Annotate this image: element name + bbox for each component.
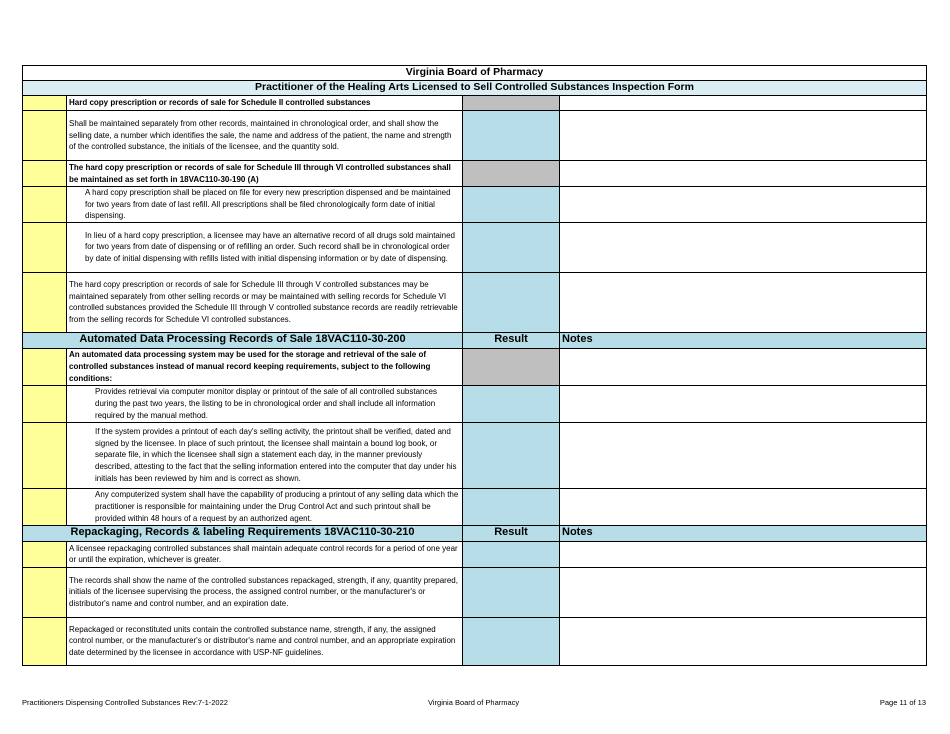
notes-cell[interactable] — [560, 96, 927, 111]
requirement-text: A hard copy prescription shall be placed on file for every new prescription dispensed and be maintained for two years from date of last refill. All prescriptions shall be filed chronologically form date of initial dispensing. — [67, 187, 463, 223]
check-cell[interactable] — [23, 567, 67, 617]
check-cell[interactable] — [23, 488, 67, 525]
notes-cell[interactable] — [560, 422, 927, 488]
notes-cell[interactable] — [560, 222, 927, 272]
requirement-text: Repackaged or reconstituted units contain the controlled substance name, strength, if any, the assigned control number, or the manufacturer's or distributor's name and control number, and an appropriate expiration date determined by the licensee in accordance with USP-NF guidelines. — [67, 617, 463, 665]
requirement-text: A licensee repackaging controlled substances shall maintain adequate control records for a period of one year or until the expiration, whichever is greater. — [67, 541, 463, 567]
result-cell[interactable] — [463, 111, 560, 161]
notes-cell[interactable] — [560, 272, 927, 332]
notes-cell[interactable] — [560, 541, 927, 567]
check-cell[interactable] — [23, 161, 67, 187]
result-cell-disabled — [463, 161, 560, 187]
requirement-heading: The hard copy prescription or records of sale for Schedule III through VI controlled substances shall be maintained as set forth in 18VAC110-30-190 (A) — [67, 161, 463, 187]
table-row — [23, 222, 927, 272]
section-title: Repackaging, Records & labeling Requirements 18VAC110-30-210 — [23, 525, 463, 541]
result-cell[interactable] — [463, 222, 560, 272]
notes-cell[interactable] — [560, 385, 927, 422]
notes-cell[interactable] — [560, 187, 927, 223]
result-cell[interactable] — [463, 567, 560, 617]
table-row — [23, 111, 927, 161]
requirement-text: The hard copy prescription or records of sale for Schedule III through V controlled substances may be maintained separately from other selling records or may be maintained with selling records for Schedule VI controlled substances provided the Schedule III through V controlled substance records are readily retrievable from the selling records for Schedule VI controlled substances. — [67, 272, 463, 332]
notes-cell[interactable] — [560, 348, 927, 385]
table-row — [23, 385, 927, 422]
org-title: Virginia Board of Pharmacy — [23, 66, 927, 81]
form-title-row — [23, 81, 927, 96]
table-row — [23, 187, 927, 223]
notes-cell[interactable] — [560, 617, 927, 665]
table-row — [23, 567, 927, 617]
table-row — [23, 272, 927, 332]
check-cell[interactable] — [23, 385, 67, 422]
requirement-text: If the system provides a printout of each day's selling activity, the printout shall be verified, dated and signed by the licensee. In place of such printout, the licensee shall maintain a bound log book, or separate file, in which the licensee shall sign a statement each day, in the manner previously described, attesting to the fact that the selling information entered into the computer that day under his initials has been reviewed by him and is correct as shown. — [67, 422, 463, 488]
result-cell[interactable] — [463, 272, 560, 332]
notes-cell[interactable] — [560, 161, 927, 187]
result-column-header: Result — [463, 332, 560, 348]
result-column-header: Result — [463, 525, 560, 541]
requirement-text: The records shall show the name of the controlled substances repackaged, strength, if any, quantity prepared, initials of the licensee supervising the process, the assigned control number, or the manufacturer's or distributor's name and control number, and an expiration date. — [67, 567, 463, 617]
result-cell[interactable] — [463, 617, 560, 665]
result-cell-disabled — [463, 348, 560, 385]
table-row — [23, 617, 927, 665]
requirement-text: Any computerized system shall have the capability of producing a printout of any selling data which the practitioner is responsible for maintaining under the Drug Control Act and such printout shall be provided within 48 hours of a request by an authorized agent. — [67, 488, 463, 525]
check-cell[interactable] — [23, 96, 67, 111]
result-cell[interactable] — [463, 541, 560, 567]
requirement-heading: Hard copy prescription or records of sale for Schedule II controlled substances — [67, 96, 463, 111]
notes-column-header: Notes — [560, 525, 927, 541]
check-cell[interactable] — [23, 617, 67, 665]
org-title-row — [23, 66, 927, 81]
table-row — [23, 541, 927, 567]
section-title: Automated Data Processing Records of Sale 18VAC110-30-200 — [23, 332, 463, 348]
section-header-automated-records — [23, 332, 927, 348]
check-cell[interactable] — [23, 541, 67, 567]
notes-column-header: Notes — [560, 332, 927, 348]
result-cell[interactable] — [463, 187, 560, 223]
check-cell[interactable] — [23, 422, 67, 488]
result-cell[interactable] — [463, 422, 560, 488]
footer-org: Virginia Board of Pharmacy — [428, 698, 520, 707]
check-cell[interactable] — [23, 111, 67, 161]
section-header-repackaging — [23, 525, 927, 541]
check-cell[interactable] — [23, 187, 67, 223]
notes-cell[interactable] — [560, 111, 927, 161]
check-cell[interactable] — [23, 272, 67, 332]
result-cell[interactable] — [463, 385, 560, 422]
table-row — [23, 348, 927, 385]
table-row — [23, 161, 927, 187]
table-row — [23, 488, 927, 525]
table-row — [23, 96, 927, 111]
notes-cell[interactable] — [560, 488, 927, 525]
requirement-text: In lieu of a hard copy prescription, a licensee may have an alternative record of all drugs sold maintained for two years from date of dispensing or of refilling an order. Such record shall be in chronological order by date of initial dispensing with refills listed with initial dispensing information or by date of dispensing. — [67, 222, 463, 272]
footer-revision: Practitioners Dispensing Controlled Substances Rev:7-1-2022 — [22, 698, 228, 707]
footer-page-number: Page 11 of 13 — [879, 698, 926, 707]
form-title: Practitioner of the Healing Arts Licensed to Sell Controlled Substances Inspection Form — [23, 81, 927, 96]
requirement-text: Shall be maintained separately from other records, maintained in chronological order, and shall show the selling date, a number which identifies the sale, the name and address of the patient, the name and strength of the controlled substance, the initials of the licensee, and the quantity sold. — [67, 111, 463, 161]
check-cell[interactable] — [23, 348, 67, 385]
requirement-heading: An automated data processing system may be used for the storage and retrieval of the sale of controlled substances instead of manual record keeping requirements, subject to the following conditions: — [67, 348, 463, 385]
check-cell[interactable] — [23, 222, 67, 272]
requirement-text: Provides retrieval via computer monitor display or printout of the sale of all controlled substances during the past two years, the listing to be in chronological order and shall include all information required by the manual method. — [67, 385, 463, 422]
result-cell-disabled — [463, 96, 560, 111]
table-row — [23, 422, 927, 488]
result-cell[interactable] — [463, 488, 560, 525]
notes-cell[interactable] — [560, 567, 927, 617]
inspection-form-table — [22, 65, 927, 666]
